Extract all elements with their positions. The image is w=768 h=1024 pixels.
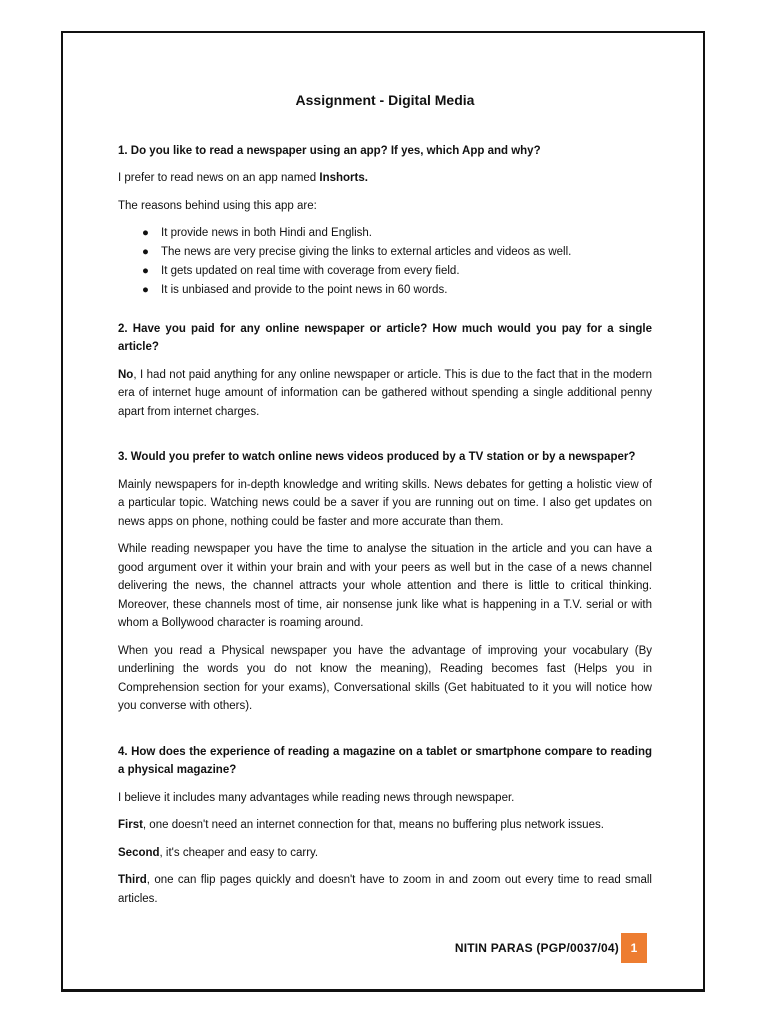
question-1: 1. Do you like to read a newspaper using an app? If yes, which App and why? [118, 144, 541, 157]
page-number-badge: 1 [621, 933, 647, 963]
q1-app-name: Inshorts. [319, 172, 368, 184]
q4-point-text: , one can flip pages quickly and doesn't have to zoom in and zoom out every time to read small articles. [118, 874, 652, 905]
q3-paragraph-2: While reading newspaper you have the time to analyse the situation in the article and you can have a good argument over it within your brain and with your peers as well but in the case of a news channel delivering the news, the channel attracts your whole attention and there is little to critical thinking. Moreover, these channels most of time, air nonsense junk like what is happening in a T.V. serial or with whom a Bollywood character is roaming around. [118, 543, 652, 629]
list-item [118, 224, 652, 243]
list-item [118, 243, 652, 262]
list-item [118, 262, 652, 281]
q1-reasons-list [118, 224, 652, 300]
bullet-icon: ● [142, 265, 149, 277]
question-2: 2. Have you paid for any online newspaper or article? How much would you pay for a single article? [118, 322, 652, 353]
question-4: 4. How does the experience of reading a magazine on a tablet or smartphone compare to reading a physical magazine? [118, 745, 652, 776]
q4-point-third [118, 871, 652, 908]
q4-point-label: Second [118, 846, 160, 859]
q4-intro: I believe it includes many advantages while reading news through newspaper. [118, 791, 515, 804]
document-body [118, 89, 652, 917]
bullet-icon: ● [142, 246, 149, 258]
q3-paragraph-1: Mainly newspapers for in-depth knowledge and writing skills. News debates for getting a holistic view of a particular topic. Watching news could be a saver if you are running out on time. I also get updates on news apps on phone, nothing could be faster and more accurate than them. [118, 478, 652, 528]
bullet-icon: ● [142, 284, 149, 296]
list-item-text: The news are very precise giving the links to external articles and videos as well. [161, 246, 572, 258]
q3-paragraph-3: When you read a Physical newspaper you have the advantage of improving your vocabulary (By underlining the words you do not know the meaning), Reading becomes fast (Helps you in Comprehension section for your exams), Conversational skills (Get habituated to it you will notice how you converse with others). [118, 644, 652, 712]
q1-answer-text: I prefer to read news on an app named [118, 172, 320, 184]
author-name: NITIN PARAS (PGP/0037/04) [454, 941, 619, 955]
q1-reasons-intro: The reasons behind using this app are: [118, 199, 317, 212]
question-3: 3. Would you prefer to watch online news videos produced by a TV station or by a newspaper? [118, 451, 636, 463]
list-item-text: It gets updated on real time with coverage from every field. [161, 265, 460, 277]
bullet-icon: ● [142, 227, 149, 239]
q4-point-text: , one doesn't need an internet connection for that, means no buffering plus network issues. [142, 819, 604, 831]
document-page [61, 31, 705, 992]
list-item-text: It provide news in both Hindi and English. [161, 227, 372, 239]
document-title: Assignment - Digital Media [295, 92, 475, 108]
q4-point-label: First [118, 819, 143, 831]
q2-answer [118, 366, 652, 422]
q4-point-label: Third [118, 874, 147, 886]
list-item [118, 281, 652, 300]
list-item-text: It is unbiased and provide to the point news in 60 words. [161, 284, 448, 296]
q4-point-text: , it's cheaper and easy to carry. [159, 846, 319, 859]
q2-answer-bold: No [118, 368, 134, 381]
q2-answer-text: , I had not paid anything for any online newspaper or article. This is due to the fact that in the modern era of internet huge amount of information can be gathered without spending a single additional penny apart from internet charges. [118, 368, 652, 418]
q4-point-second [118, 844, 652, 863]
q1-answer [118, 169, 652, 188]
q4-point-first [118, 816, 652, 835]
